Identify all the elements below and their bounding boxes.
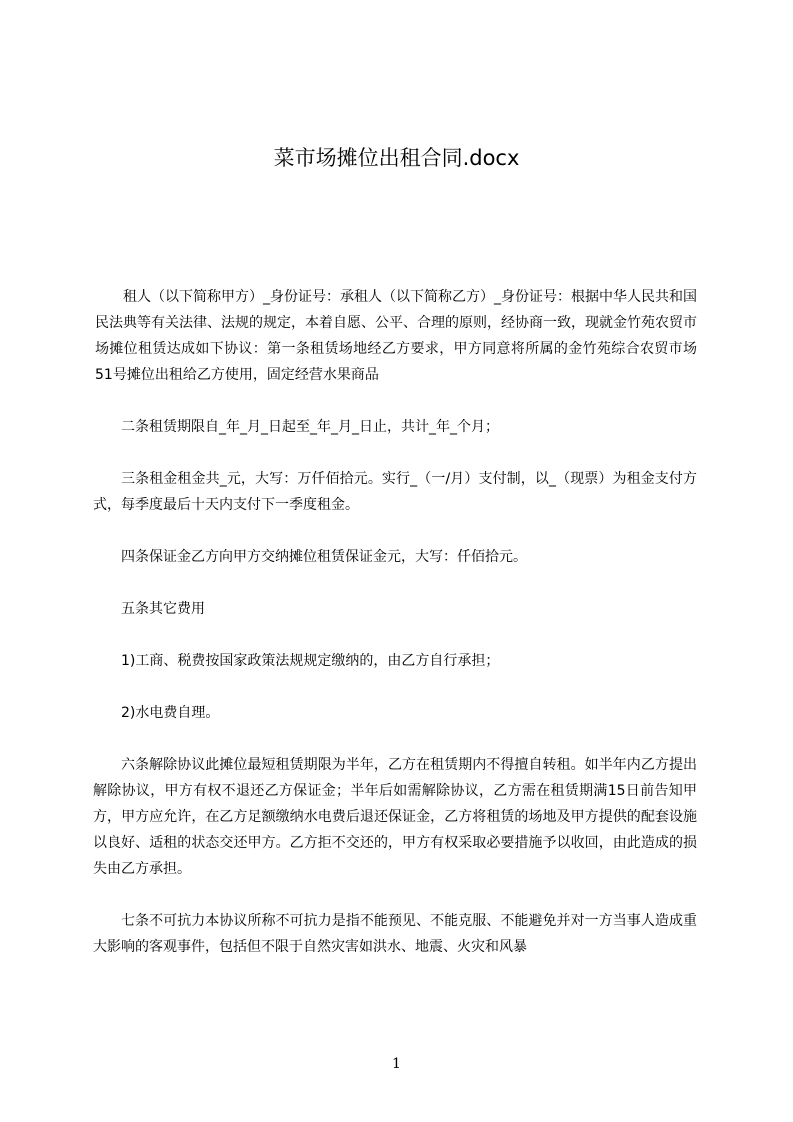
paragraph-other-fees: 五条其它费用 [121, 601, 205, 617]
paragraph-termination: 六条解除协议此摊位最短租赁期限为半年，乙方在租赁期内不得擅自转租。如半年内乙方提出解除协议，甲方有权不退还乙方保证金；半年后如需解除协议，乙方需在租赁期满15日前告知甲方，甲方应允许，在乙方足额缴纳水电费后退还保证金，乙方将租赁的场地及甲方提供的配套设施以良好、适租的状态交还甲方。乙方拒不交还的，甲方有权采取必要措施予以收回，由此造成的损失由乙方承担。 [93, 757, 697, 877]
paragraph-deposit: 四条保证金乙方向甲方交纳摊位租赁保证金元，大写：仟佰拾元。 [121, 549, 527, 565]
paragraph-force-majeure: 七条不可抗力本协议所称不可抗力是指不能预见、不能克服、不能避免并对一方当事人造成重大影响的客观事件，包括但不限于自然灾害如洪水、地震、火灾和风暴 [93, 913, 697, 955]
paragraph-preamble: 租人（以下简称甲方）_身份证号：承租人（以下简称乙方）_身份证号：根据中华人民共和国民法典等有关法律、法规的规定，本着自愿、公平、合理的原则，经协商一致，现就金竹苑农贸市场摊位租赁达成如下协议：第一条租赁场地经乙方要求，甲方同意将所属的金竹苑综合农贸市场51号摊位出租给乙方使用，固定经营水果商品 [95, 289, 697, 383]
document-title: 菜市场摊位出租合同.docx [273, 146, 520, 170]
paragraph-rent: 三条租金租金共_元，大写：万仟佰拾元。实行_（一/月）支付制，以_（现票）为租金支付方式，每季度最后十天内支付下一季度租金。 [93, 471, 697, 513]
document-body [93, 284, 697, 984]
paragraph-fee-item-2: 2)水电费自理。 [121, 705, 220, 721]
paragraph-fee-item-1: 1)工商、税费按国家政策法规规定缴纳的，由乙方自行承担； [121, 653, 500, 669]
paragraph-lease-term: 二条租赁期限自_年_月_日起至_年_月_日止，共计_年_个月； [121, 419, 499, 435]
page-number: 1 [392, 1056, 401, 1072]
